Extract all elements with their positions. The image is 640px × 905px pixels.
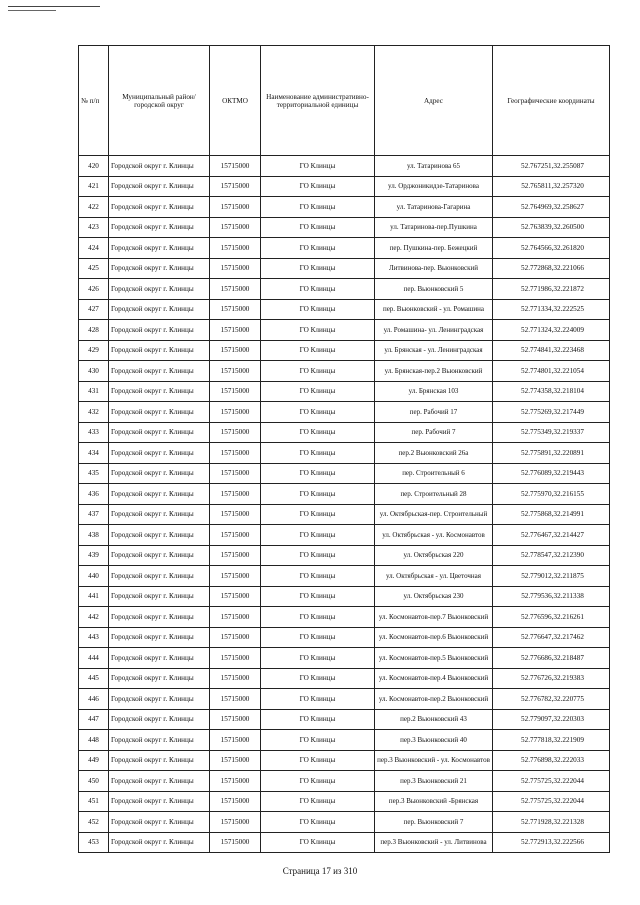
address-cell: ул. Октябрьская-пер. Строительный	[375, 504, 493, 525]
address-cell: пер.2 Вьюнковский 26а	[375, 443, 493, 464]
oktmo-cell: 15715000	[210, 832, 261, 853]
unit-cell: ГО Клинцы	[261, 176, 375, 197]
address-cell: ул. Октябрьская 230	[375, 586, 493, 607]
oktmo-cell: 15715000	[210, 566, 261, 587]
unit-cell: ГО Клинцы	[261, 709, 375, 730]
address-cell: ул. Космонавтов-пер.7 Вьюнковский	[375, 607, 493, 628]
geo-cell: 52.779097,32.220303	[493, 709, 610, 730]
row-number: 431	[79, 381, 109, 402]
row-number: 438	[79, 525, 109, 546]
oktmo-cell: 15715000	[210, 771, 261, 792]
row-number: 443	[79, 627, 109, 648]
address-cell: ул. Космонавтов-пер.5 Вьюнковский	[375, 648, 493, 669]
row-number: 448	[79, 730, 109, 751]
table-row	[79, 463, 610, 484]
geo-cell: 52.767251,32.255087	[493, 156, 610, 177]
municipal-cell: Городской округ г. Клинцы	[109, 668, 210, 689]
address-cell: ул. Татаринова-Гагарина	[375, 197, 493, 218]
municipal-cell: Городской округ г. Клинцы	[109, 504, 210, 525]
address-cell: пер.3 Вьюнковский - ул. Космонавтов	[375, 750, 493, 771]
header-num: № п/п	[79, 46, 109, 156]
geo-cell: 52.777818,32.221909	[493, 730, 610, 751]
page-footer: Страница 17 из 310	[282, 866, 358, 876]
row-number: 424	[79, 238, 109, 259]
header-unit: Наименование административно-территориальной единицы	[261, 46, 375, 156]
geo-cell: 52.776596,32.216261	[493, 607, 610, 628]
unit-cell: ГО Клинцы	[261, 422, 375, 443]
geo-cell: 52.774801,32.221054	[493, 361, 610, 382]
unit-cell: ГО Клинцы	[261, 156, 375, 177]
unit-cell: ГО Клинцы	[261, 258, 375, 279]
geo-cell: 52.765811,32.257320	[493, 176, 610, 197]
municipal-cell: Городской округ г. Клинцы	[109, 566, 210, 587]
table-row	[79, 258, 610, 279]
address-cell: пер. Строительный 6	[375, 463, 493, 484]
oktmo-cell: 15715000	[210, 422, 261, 443]
geo-cell: 52.779536,32.211338	[493, 586, 610, 607]
geo-cell: 52.776686,32.218487	[493, 648, 610, 669]
row-number: 432	[79, 402, 109, 423]
unit-cell: ГО Клинцы	[261, 730, 375, 751]
unit-cell: ГО Клинцы	[261, 340, 375, 361]
geo-cell: 52.779012,32.211875	[493, 566, 610, 587]
oktmo-cell: 15715000	[210, 504, 261, 525]
address-cell: ул. Октябрьская - ул. Космонавтов	[375, 525, 493, 546]
unit-cell: ГО Клинцы	[261, 402, 375, 423]
address-cell: пер.3 Вьюнковский 40	[375, 730, 493, 751]
table-row	[79, 238, 610, 259]
geo-cell: 52.764566,32.261820	[493, 238, 610, 259]
oktmo-cell: 15715000	[210, 176, 261, 197]
header-municipal: Муниципальный район/городской округ	[109, 46, 210, 156]
oktmo-cell: 15715000	[210, 545, 261, 566]
oktmo-cell: 15715000	[210, 258, 261, 279]
row-number: 422	[79, 197, 109, 218]
municipal-cell: Городской округ г. Клинцы	[109, 463, 210, 484]
address-cell: пер. Вьюнковский 7	[375, 812, 493, 833]
row-number: 445	[79, 668, 109, 689]
geo-cell: 52.771324,32.224009	[493, 320, 610, 341]
unit-cell: ГО Клинцы	[261, 812, 375, 833]
address-cell: пер.3 Вьюнковский 21	[375, 771, 493, 792]
municipal-cell: Городской округ г. Клинцы	[109, 832, 210, 853]
row-number: 435	[79, 463, 109, 484]
table-row	[79, 504, 610, 525]
table-row	[79, 709, 610, 730]
oktmo-cell: 15715000	[210, 750, 261, 771]
municipal-cell: Городской округ г. Клинцы	[109, 279, 210, 300]
oktmo-cell: 15715000	[210, 279, 261, 300]
oktmo-cell: 15715000	[210, 525, 261, 546]
oktmo-cell: 15715000	[210, 299, 261, 320]
oktmo-cell: 15715000	[210, 607, 261, 628]
geo-cell: 52.775349,32.219337	[493, 422, 610, 443]
table-row	[79, 422, 610, 443]
address-cell: пер. Вьюнковский 5	[375, 279, 493, 300]
geo-cell: 52.774358,32.218104	[493, 381, 610, 402]
table-row	[79, 791, 610, 812]
unit-cell: ГО Клинцы	[261, 771, 375, 792]
oktmo-cell: 15715000	[210, 402, 261, 423]
coordinates-table	[78, 45, 610, 853]
municipal-cell: Городской округ г. Клинцы	[109, 361, 210, 382]
address-cell: ул. Брянская 103	[375, 381, 493, 402]
address-cell: пер.3 Вьюнковский -Брянская	[375, 791, 493, 812]
geo-cell: 52.775725,32.222044	[493, 771, 610, 792]
unit-cell: ГО Клинцы	[261, 361, 375, 382]
unit-cell: ГО Клинцы	[261, 566, 375, 587]
unit-cell: ГО Клинцы	[261, 545, 375, 566]
geo-cell: 52.776467,32.214427	[493, 525, 610, 546]
address-cell: пер.3 Вьюнковский - ул. Литвинова	[375, 832, 493, 853]
municipal-cell: Городской округ г. Клинцы	[109, 484, 210, 505]
unit-cell: ГО Клинцы	[261, 750, 375, 771]
address-cell: ул. Октябрьская 220	[375, 545, 493, 566]
row-number: 446	[79, 689, 109, 710]
table-row	[79, 340, 610, 361]
table-row	[79, 668, 610, 689]
municipal-cell: Городской округ г. Клинцы	[109, 689, 210, 710]
row-number: 447	[79, 709, 109, 730]
row-number: 444	[79, 648, 109, 669]
municipal-cell: Городской округ г. Клинцы	[109, 525, 210, 546]
geo-cell: 52.764969,32.258627	[493, 197, 610, 218]
municipal-cell: Городской округ г. Клинцы	[109, 217, 210, 238]
municipal-cell: Городской округ г. Клинцы	[109, 299, 210, 320]
address-cell: пер. Рабочий 7	[375, 422, 493, 443]
oktmo-cell: 15715000	[210, 238, 261, 259]
address-cell: ул. Ромашина- ул. Ленинградская	[375, 320, 493, 341]
address-cell: ул. Космонавтов-пер.4 Вьюнковский	[375, 668, 493, 689]
geo-cell: 52.776089,32.219443	[493, 463, 610, 484]
oktmo-cell: 15715000	[210, 709, 261, 730]
municipal-cell: Городской округ г. Клинцы	[109, 627, 210, 648]
municipal-cell: Городской округ г. Клинцы	[109, 709, 210, 730]
row-number: 439	[79, 545, 109, 566]
geo-cell: 52.775725,32.222044	[493, 791, 610, 812]
top-rule	[8, 6, 100, 7]
oktmo-cell: 15715000	[210, 217, 261, 238]
geo-cell: 52.776898,32.222033	[493, 750, 610, 771]
geo-cell: 52.775970,32.216155	[493, 484, 610, 505]
address-cell: пер. Рабочий 17	[375, 402, 493, 423]
row-number: 442	[79, 607, 109, 628]
municipal-cell: Городской округ г. Клинцы	[109, 197, 210, 218]
unit-cell: ГО Клинцы	[261, 525, 375, 546]
oktmo-cell: 15715000	[210, 484, 261, 505]
municipal-cell: Городской округ г. Клинцы	[109, 443, 210, 464]
municipal-cell: Городской округ г. Клинцы	[109, 156, 210, 177]
unit-cell: ГО Клинцы	[261, 217, 375, 238]
unit-cell: ГО Клинцы	[261, 607, 375, 628]
address-cell: ул. Татаринова-пер.Пушкина	[375, 217, 493, 238]
address-cell: пер. Вьюнковский - ул. Ромашина	[375, 299, 493, 320]
unit-cell: ГО Клинцы	[261, 238, 375, 259]
row-number: 433	[79, 422, 109, 443]
row-number: 452	[79, 812, 109, 833]
table-row	[79, 566, 610, 587]
table-row	[79, 586, 610, 607]
row-number: 421	[79, 176, 109, 197]
geo-cell: 52.772913,32.222566	[493, 832, 610, 853]
municipal-cell: Городской округ г. Клинцы	[109, 812, 210, 833]
unit-cell: ГО Клинцы	[261, 648, 375, 669]
municipal-cell: Городской округ г. Клинцы	[109, 340, 210, 361]
row-number: 426	[79, 279, 109, 300]
row-number: 450	[79, 771, 109, 792]
address-cell: пер.2 Вьюнковский 43	[375, 709, 493, 730]
geo-cell: 52.763839,32.260500	[493, 217, 610, 238]
oktmo-cell: 15715000	[210, 197, 261, 218]
table-row	[79, 545, 610, 566]
geo-cell: 52.771928,32.221328	[493, 812, 610, 833]
unit-cell: ГО Клинцы	[261, 484, 375, 505]
oktmo-cell: 15715000	[210, 812, 261, 833]
row-number: 429	[79, 340, 109, 361]
oktmo-cell: 15715000	[210, 443, 261, 464]
geo-cell: 52.771334,32.222525	[493, 299, 610, 320]
row-number: 434	[79, 443, 109, 464]
municipal-cell: Городской округ г. Клинцы	[109, 771, 210, 792]
table-row	[79, 361, 610, 382]
unit-cell: ГО Клинцы	[261, 689, 375, 710]
row-number: 428	[79, 320, 109, 341]
municipal-cell: Городской округ г. Клинцы	[109, 258, 210, 279]
table-row	[79, 176, 610, 197]
row-number: 451	[79, 791, 109, 812]
row-number: 441	[79, 586, 109, 607]
address-cell: пер. Строительный 28	[375, 484, 493, 505]
table-row	[79, 156, 610, 177]
top-rule-short	[8, 10, 56, 11]
header-oktmo: ОКТМО	[210, 46, 261, 156]
table-row	[79, 217, 610, 238]
address-cell: ул. Космонавтов-пер.2 Вьюнковский	[375, 689, 493, 710]
unit-cell: ГО Клинцы	[261, 832, 375, 853]
row-number: 437	[79, 504, 109, 525]
table-row	[79, 750, 610, 771]
table-row	[79, 689, 610, 710]
oktmo-cell: 15715000	[210, 381, 261, 402]
oktmo-cell: 15715000	[210, 320, 261, 341]
table-row	[79, 607, 610, 628]
table-row	[79, 402, 610, 423]
header-address: Адрес	[375, 46, 493, 156]
municipal-cell: Городской округ г. Клинцы	[109, 238, 210, 259]
geo-cell: 52.775868,32.214991	[493, 504, 610, 525]
geo-cell: 52.771986,32.221872	[493, 279, 610, 300]
table-row	[79, 525, 610, 546]
municipal-cell: Городской округ г. Клинцы	[109, 730, 210, 751]
municipal-cell: Городской округ г. Клинцы	[109, 176, 210, 197]
municipal-cell: Городской округ г. Клинцы	[109, 648, 210, 669]
unit-cell: ГО Клинцы	[261, 443, 375, 464]
geo-cell: 52.776647,32.217462	[493, 627, 610, 648]
oktmo-cell: 15715000	[210, 791, 261, 812]
header-geo: Географические координаты	[493, 46, 610, 156]
unit-cell: ГО Клинцы	[261, 463, 375, 484]
municipal-cell: Городской округ г. Клинцы	[109, 607, 210, 628]
row-number: 427	[79, 299, 109, 320]
row-number: 440	[79, 566, 109, 587]
municipal-cell: Городской округ г. Клинцы	[109, 586, 210, 607]
table-row	[79, 832, 610, 853]
oktmo-cell: 15715000	[210, 586, 261, 607]
geo-cell: 52.775891,32.220891	[493, 443, 610, 464]
municipal-cell: Городской округ г. Клинцы	[109, 545, 210, 566]
oktmo-cell: 15715000	[210, 689, 261, 710]
geo-cell: 52.774841,32.223468	[493, 340, 610, 361]
table-row	[79, 443, 610, 464]
table-row	[79, 771, 610, 792]
unit-cell: ГО Клинцы	[261, 381, 375, 402]
address-cell: ул. Брянская-пер.2 Вьюнковский	[375, 361, 493, 382]
address-cell: пер. Пушкина-пер. Бежецкий	[375, 238, 493, 259]
table-row	[79, 627, 610, 648]
table-row	[79, 812, 610, 833]
oktmo-cell: 15715000	[210, 627, 261, 648]
unit-cell: ГО Клинцы	[261, 197, 375, 218]
municipal-cell: Городской округ г. Клинцы	[109, 791, 210, 812]
table-row	[79, 381, 610, 402]
row-number: 420	[79, 156, 109, 177]
unit-cell: ГО Клинцы	[261, 668, 375, 689]
row-number: 449	[79, 750, 109, 771]
row-number: 423	[79, 217, 109, 238]
unit-cell: ГО Клинцы	[261, 586, 375, 607]
table-body	[79, 156, 610, 853]
address-cell: ул. Брянская - ул. Ленинградская	[375, 340, 493, 361]
oktmo-cell: 15715000	[210, 668, 261, 689]
address-cell: Литвинова-пер. Вьюнковский	[375, 258, 493, 279]
municipal-cell: Городской округ г. Клинцы	[109, 422, 210, 443]
oktmo-cell: 15715000	[210, 361, 261, 382]
row-number: 453	[79, 832, 109, 853]
unit-cell: ГО Клинцы	[261, 627, 375, 648]
municipal-cell: Городской округ г. Клинцы	[109, 381, 210, 402]
oktmo-cell: 15715000	[210, 730, 261, 751]
unit-cell: ГО Клинцы	[261, 279, 375, 300]
table-row	[79, 730, 610, 751]
address-cell: ул. Татаринова 65	[375, 156, 493, 177]
oktmo-cell: 15715000	[210, 463, 261, 484]
municipal-cell: Городской округ г. Клинцы	[109, 402, 210, 423]
address-cell: ул. Космонавтов-пер.6 Вьюнковский	[375, 627, 493, 648]
municipal-cell: Городской округ г. Клинцы	[109, 320, 210, 341]
geo-cell: 52.775269,32.217449	[493, 402, 610, 423]
address-cell: ул. Октябрьская - ул. Цветочная	[375, 566, 493, 587]
geo-cell: 52.776726,32.219383	[493, 668, 610, 689]
oktmo-cell: 15715000	[210, 648, 261, 669]
table-row	[79, 197, 610, 218]
table-header-row	[79, 46, 610, 156]
geo-cell: 52.772868,32.221066	[493, 258, 610, 279]
row-number: 425	[79, 258, 109, 279]
table-row	[79, 484, 610, 505]
unit-cell: ГО Клинцы	[261, 320, 375, 341]
table-row	[79, 279, 610, 300]
unit-cell: ГО Клинцы	[261, 791, 375, 812]
unit-cell: ГО Клинцы	[261, 504, 375, 525]
table-row	[79, 299, 610, 320]
row-number: 430	[79, 361, 109, 382]
unit-cell: ГО Клинцы	[261, 299, 375, 320]
table-row	[79, 648, 610, 669]
geo-cell: 52.776782,32.220775	[493, 689, 610, 710]
oktmo-cell: 15715000	[210, 156, 261, 177]
oktmo-cell: 15715000	[210, 340, 261, 361]
row-number: 436	[79, 484, 109, 505]
geo-cell: 52.778547,32.212390	[493, 545, 610, 566]
table-row	[79, 320, 610, 341]
address-cell: ул. Орджоникидзе-Татаринова	[375, 176, 493, 197]
municipal-cell: Городской округ г. Клинцы	[109, 750, 210, 771]
